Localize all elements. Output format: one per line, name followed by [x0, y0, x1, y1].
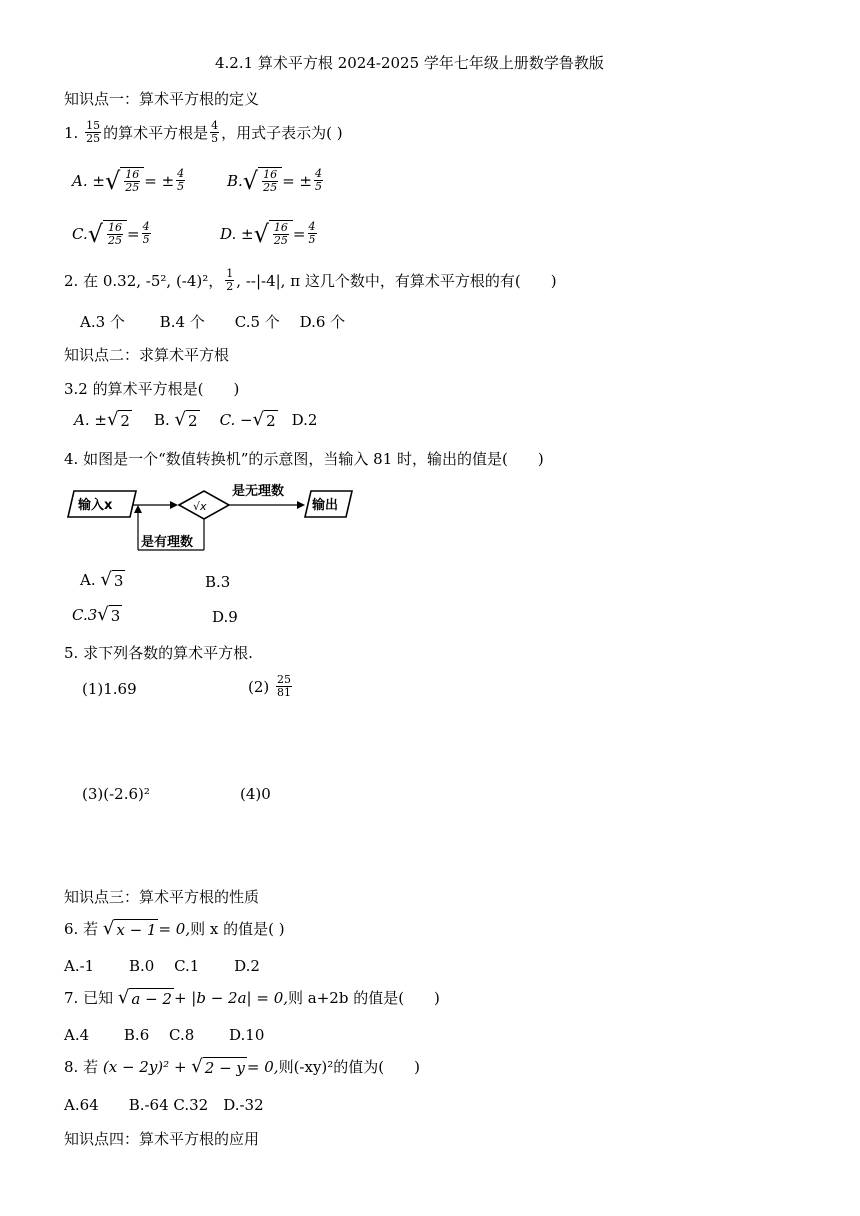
section-heading-2: 知识点二：求算术平方根 — [64, 346, 230, 364]
sqrt-operation-label: √x — [193, 500, 207, 513]
q1-option-b: B. √ $\frac{16}{25}$ = ± $\frac{4}{5}$ — [227, 166, 322, 195]
section-heading-4: 知识点四：算术平方根的应用 — [64, 1130, 260, 1148]
q5-part-2: (2) $\frac{25}{81}$ — [248, 673, 292, 699]
conversion-machine-diagram — [64, 478, 354, 554]
q4-option-b: B.3 — [205, 573, 231, 591]
q5-part-3: (3)(-2.6)² — [82, 785, 150, 803]
question-8: 8. 若 (x − 2y)² + √ 2 − y = 0, 则(-xy)²的值为( ) — [64, 1055, 420, 1077]
question-1 — [64, 120, 343, 145]
q1-number: 1. — [64, 123, 79, 142]
irrational-branch-label: 是无理数 — [232, 484, 285, 499]
q8-options: A.64 B.-64 C.32 D.-32 — [64, 1096, 264, 1114]
q1-option-a: A. ± √ $\frac{16}{25}$ = ± $\frac{4}{5}$ — [72, 166, 185, 195]
question-2 — [64, 268, 557, 293]
q1-text-a: 的算术平方根是 — [103, 124, 209, 142]
q2-text-a: 2. 在 0.32, -5², (-4)²， — [64, 272, 224, 290]
q2-options: A.3 个 B.4 个 C.5 个 D.6 个 — [80, 313, 346, 331]
q1-fraction: $\frac{15}{25}$ — [86, 119, 101, 145]
q1-option-d: D. ± √ $\frac{16}{25}$ = $\frac{4}{5}$ — [220, 219, 316, 248]
q7-options: A.4 B.6 C.8 D.10 — [64, 1026, 265, 1044]
q2-half-fraction: $\frac{1}{2}$ — [226, 267, 234, 293]
q4-option-d: D.9 — [212, 608, 238, 626]
q5-part-4: (4)0 — [240, 785, 271, 803]
q3-options: A. ± √ 2 B. √ 2 C. − √ 2 D.2 — [74, 409, 318, 430]
question-5: 5. 求下列各数的算术平方根. — [64, 644, 253, 662]
q5-part-1: (1)1.69 — [82, 680, 137, 698]
question-7: 7. 已知 √ a − 2 + |b − 2a| = 0, 则 a+2b 的值是( ) — [64, 986, 440, 1008]
output-label: 输出 — [312, 498, 339, 513]
q1-text-b: ，用式子表示为( ) — [221, 124, 343, 142]
q6-options: A.-1 B.0 C.1 D.2 — [64, 957, 260, 975]
q4-option-a: A. √ 3 — [80, 569, 124, 590]
section-heading-1: 知识点一：算术平方根的定义 — [64, 90, 260, 108]
section-heading-3: 知识点三：算术平方根的性质 — [64, 888, 260, 906]
q1-option-c: C. √ $\frac{16}{25}$ = $\frac{4}{5}$ — [72, 219, 150, 248]
input-label: 输入x — [78, 498, 113, 513]
question-3: 3.2 的算术平方根是( ) — [64, 380, 240, 398]
question-4: 4. 如图是一个“数值转换机”的示意图，当输入 81 时，输出的值是( ) — [64, 450, 544, 468]
q2-text-b: , --|-4|, π 这几个数中，有算术平方根的有( ) — [236, 272, 557, 290]
question-6: 6. 若 √ x − 1 = 0, 则 x 的值是( ) — [64, 917, 285, 939]
q4-option-c: C.3 √ 3 — [72, 604, 121, 625]
page-title: 4.2.1 算术平方根 2024-2025 学年七年级上册数学鲁教版 — [215, 54, 604, 72]
rational-branch-label: 是有理数 — [141, 535, 194, 550]
q1-answer-fraction: $\frac{4}{5}$ — [211, 119, 219, 145]
